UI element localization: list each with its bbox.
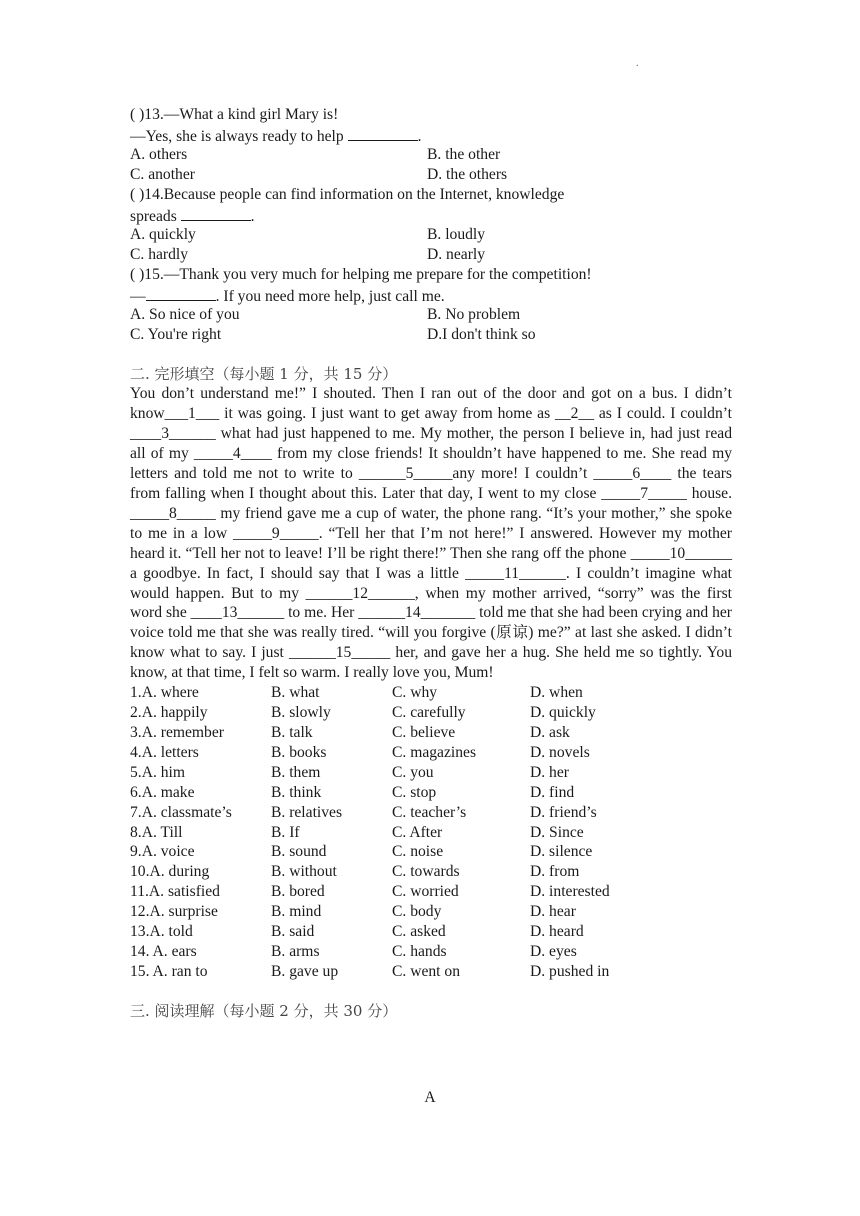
cloze-option-row <box>130 723 732 743</box>
q15-option-b[interactable]: B. No problem <box>427 306 521 323</box>
q14-option-b[interactable]: B. loudly <box>427 226 486 243</box>
cloze-option-row <box>130 683 732 703</box>
q13-options-row-2 <box>130 165 732 185</box>
cloze-option-row <box>130 882 732 902</box>
cloze-option-a[interactable]: 10.A. during <box>130 863 210 881</box>
cloze-option-c[interactable]: C. teacher’s <box>392 803 467 821</box>
cloze-option-row <box>130 962 732 982</box>
cloze-option-a[interactable]: 7.A. classmate’s <box>130 803 232 821</box>
cloze-option-b[interactable]: B. slowly <box>271 704 331 722</box>
cloze-option-b[interactable]: B. mind <box>271 903 322 921</box>
q14-suffix: . <box>250 208 255 225</box>
q13-prefix: —Yes, she is always ready to help <box>130 128 348 145</box>
cloze-option-b[interactable]: B. them <box>271 763 321 781</box>
cloze-option-d[interactable]: D. Since <box>530 823 584 841</box>
q14-options-row-2 <box>130 245 732 265</box>
cloze-option-row <box>130 763 732 783</box>
cloze-option-c[interactable]: C. hands <box>392 942 447 960</box>
cloze-option-a[interactable]: 5.A. him <box>130 763 186 781</box>
cloze-options-list <box>130 683 732 981</box>
cloze-option-d[interactable]: D. hear <box>530 903 576 921</box>
q15-options-row-2 <box>130 325 732 345</box>
cloze-option-row <box>130 803 732 823</box>
q13-option-a[interactable]: A. others <box>130 146 188 163</box>
cloze-option-c[interactable]: C. towards <box>392 863 460 881</box>
cloze-option-row <box>130 703 732 723</box>
cloze-option-d[interactable]: D. quickly <box>530 704 596 722</box>
q14-stem: ( )14.Because people can find information on the Internet, knowledge <box>130 186 565 203</box>
cloze-option-row <box>130 942 732 962</box>
q13-stem: ( )13.—What a kind girl Mary is! <box>130 106 339 123</box>
q14-prefix: spreads <box>130 208 181 225</box>
cloze-option-b[interactable]: B. talk <box>271 724 313 742</box>
cloze-option-row <box>130 902 732 922</box>
cloze-option-a[interactable]: 15. A. ran to <box>130 962 208 980</box>
cloze-option-d[interactable]: D. ask <box>530 724 570 742</box>
cloze-option-c[interactable]: C. worried <box>392 883 459 901</box>
section-3-heading: 三. 阅读理解（每小题 2 分，共 30 分） <box>130 1001 398 1020</box>
q14-option-c[interactable]: C. hardly <box>130 246 189 263</box>
cloze-passage: You don’t understand me!” I shouted. Then I ran out of the door and got on a bus. I didn’t know___1___ it was going. I just want to get away from home as __2__ as I could. I couldn’t ____3______ what had just happened to me. My mother, the person I believe in, had just read all of my _____4____ from my close friends! It shouldn’t have happened to me. She read my letters and told me not to write to ______5_____any more! I couldn’t _____6____ the tears from falling when I thought about this. Later that day, I went to my close _____7_____ house. _____8_____ my friend gave me a cup of water, the phone rang. “It’s your mother,” she spoke to me in a low _____9_____. “Tell her that I’m not here!” I answered. However my mother heard it. “Tell her not to leave! I’ll be right there!” Then she rang off the phone _____10______ a goodbye. In fact, I should say that I was a little _____11______. I couldn’t imagine what would happen. But to my ______12______, when my mother arrived, “sorry” was the first word she ____13______ to me. Her ______14_______ told me that she had been crying and her voice told me that she was really tired. “will you forgive (原谅) me?” at last she asked. I didn’t know what to say. I just ______15_____ her, and gave her a hug. She held me so tightly. You know, at that time, I felt so warm. I really love you, Mum! <box>130 385 732 682</box>
q15-option-d[interactable]: D.I don't think so <box>427 326 536 343</box>
cloze-option-c[interactable]: C. noise <box>392 843 444 861</box>
cloze-option-row <box>130 862 732 882</box>
cloze-option-a[interactable]: 6.A. make <box>130 783 195 801</box>
cloze-option-a[interactable]: 8.A. Till <box>130 823 183 841</box>
q15-line2 <box>130 285 732 305</box>
cloze-option-row <box>130 743 732 763</box>
q15-stem: ( )15.—Thank you very much for helping me prepare for the competition! <box>130 266 592 283</box>
cloze-option-d[interactable]: D. pushed in <box>530 962 610 980</box>
q15-answer-blank[interactable] <box>146 285 216 301</box>
cloze-option-a[interactable]: 1.A. where <box>130 684 199 702</box>
cloze-option-d[interactable]: D. novels <box>530 743 590 761</box>
q13-line2 <box>130 125 732 145</box>
cloze-option-b[interactable]: B. without <box>271 863 337 881</box>
cloze-option-b[interactable]: B. relatives <box>271 803 343 821</box>
q13-answer-blank[interactable] <box>348 125 418 141</box>
cloze-option-b[interactable]: B. books <box>271 743 327 761</box>
cloze-option-a[interactable]: 12.A. surprise <box>130 903 218 921</box>
cloze-option-c[interactable]: C. After <box>392 823 443 841</box>
cloze-option-d[interactable]: D. her <box>530 763 569 781</box>
q15-suffix: . If you need more help, just call me. <box>215 288 445 305</box>
passage-a-heading: A <box>424 1089 436 1106</box>
header-mark: . <box>636 58 639 69</box>
cloze-option-a[interactable]: 4.A. letters <box>130 743 199 761</box>
cloze-option-b[interactable]: B. bored <box>271 883 325 901</box>
cloze-option-c[interactable]: C. carefully <box>392 704 466 722</box>
cloze-option-a[interactable]: 3.A. remember <box>130 724 224 742</box>
cloze-option-c[interactable]: C. believe <box>392 724 456 742</box>
cloze-option-b[interactable]: B. If <box>271 823 300 841</box>
cloze-option-a[interactable]: 13.A. told <box>130 922 193 940</box>
cloze-option-d[interactable]: D. find <box>530 783 575 801</box>
cloze-option-c[interactable]: C. stop <box>392 783 437 801</box>
cloze-option-row <box>130 922 732 942</box>
cloze-option-row <box>130 823 732 843</box>
cloze-option-c[interactable]: C. asked <box>392 922 446 940</box>
section-2-heading: 二. 完形填空（每小题 1 分，共 15 分） <box>130 365 398 383</box>
q14-options-row-1 <box>130 225 732 245</box>
cloze-option-b[interactable]: B. said <box>271 922 315 940</box>
cloze-option-d[interactable]: D. when <box>530 684 583 702</box>
q14-line2 <box>130 205 732 225</box>
q13-options-row-1 <box>130 145 732 165</box>
cloze-option-b[interactable]: B. think <box>271 783 322 801</box>
cloze-option-d[interactable]: D. interested <box>530 883 610 901</box>
cloze-option-c[interactable]: C. why <box>392 684 438 702</box>
q13-option-c[interactable]: C. another <box>130 166 195 183</box>
q13-suffix: . <box>417 128 422 145</box>
cloze-option-d[interactable]: D. friend’s <box>530 803 597 821</box>
cloze-option-d[interactable]: D. heard <box>530 922 584 940</box>
cloze-option-b[interactable]: B. sound <box>271 843 327 861</box>
cloze-option-row <box>130 783 732 803</box>
cloze-option-d[interactable]: D. silence <box>530 843 593 861</box>
q13-option-b[interactable]: B. the other <box>427 146 501 163</box>
cloze-option-a[interactable]: 11.A. satisfied <box>130 883 220 901</box>
q15-options-row-1 <box>130 305 732 325</box>
cloze-option-row <box>130 842 732 862</box>
q15-option-c[interactable]: C. You're right <box>130 326 222 343</box>
worksheet-content <box>130 105 732 1021</box>
q14-answer-blank[interactable] <box>181 205 251 221</box>
cloze-option-c[interactable]: C. body <box>392 903 442 921</box>
cloze-option-c[interactable]: C. you <box>392 763 434 781</box>
cloze-option-d[interactable]: D. from <box>530 863 580 881</box>
cloze-option-a[interactable]: 9.A. voice <box>130 843 195 861</box>
cloze-option-b[interactable]: B. gave up <box>271 962 339 980</box>
q15-option-a[interactable]: A. So nice of you <box>130 306 240 323</box>
cloze-option-b[interactable]: B. what <box>271 684 320 702</box>
q14-option-a[interactable]: A. quickly <box>130 226 196 243</box>
cloze-option-a[interactable]: 2.A. happily <box>130 704 208 722</box>
cloze-option-d[interactable]: D. eyes <box>530 942 577 960</box>
q15-prefix: — <box>130 288 146 305</box>
cloze-option-a[interactable]: 14. A. ears <box>130 942 197 960</box>
q14-option-d[interactable]: D. nearly <box>427 246 486 263</box>
cloze-option-b[interactable]: B. arms <box>271 942 320 960</box>
q13-option-d[interactable]: D. the others <box>427 166 508 183</box>
cloze-option-c[interactable]: C. went on <box>392 962 461 980</box>
cloze-option-c[interactable]: C. magazines <box>392 743 477 761</box>
